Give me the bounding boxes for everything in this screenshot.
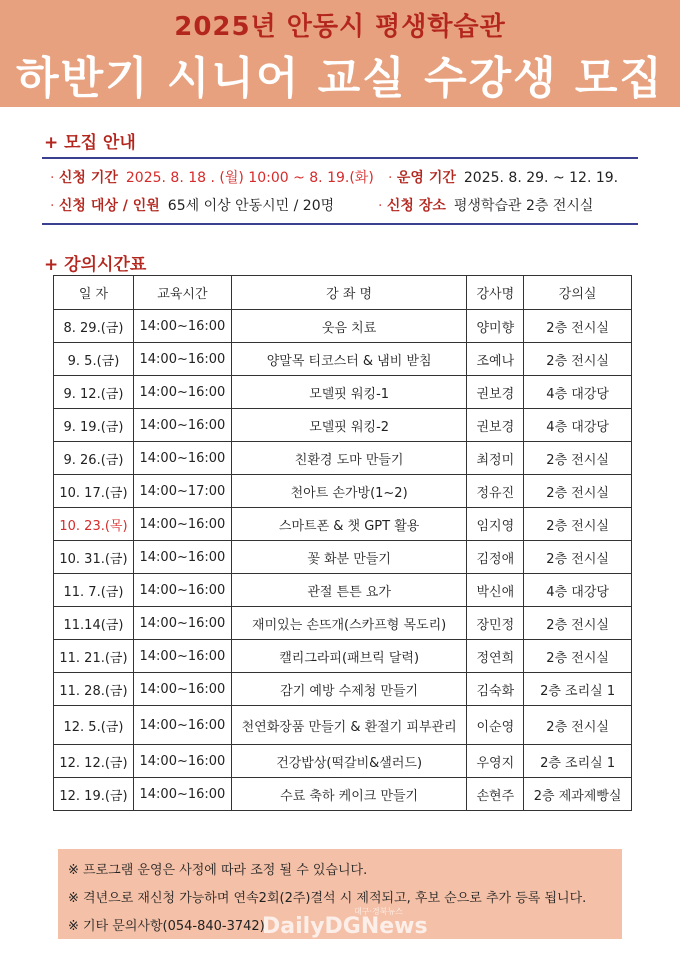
cell-course: 꽃 화분 만들기	[231, 541, 466, 574]
run-period	[388, 167, 618, 187]
cell-time: 14:00~16:00	[133, 409, 231, 442]
cell-course: 관절 튼튼 요가	[231, 574, 466, 607]
cell-room: 2층 전시실	[524, 640, 632, 673]
cell-time: 14:00~16:00	[133, 541, 231, 574]
cell-room: 2층 전시실	[524, 442, 632, 475]
column-header-room: 강의실	[524, 276, 632, 310]
cell-date: 9. 19.(금)	[54, 409, 134, 442]
cell-room: 2층 제과제빵실	[524, 778, 632, 811]
cell-time: 14:00~16:00	[133, 640, 231, 673]
cell-instructor: 권보경	[467, 409, 524, 442]
note-item: ※ 격년으로 재신청 가능하며 연속2회(2주)결석 시 제적되고, 후보 순으로 추가 등록 됩니다.	[68, 891, 587, 906]
column-header-time: 교육시간	[133, 276, 231, 310]
cell-time: 14:00~16:00	[133, 574, 231, 607]
schedule-table	[53, 275, 632, 811]
header-subtitle: 2025년 안동시 평생학습관	[174, 12, 506, 42]
table-row	[54, 409, 632, 442]
recruit-heading: + 모집 안내	[44, 133, 136, 153]
cell-course: 친환경 도마 만들기	[231, 442, 466, 475]
watermark-small: 대구·경북뉴스	[354, 907, 403, 916]
cell-instructor: 조예나	[467, 343, 524, 376]
cell-instructor: 임지영	[467, 508, 524, 541]
cell-course: 모델핏 워킹-1	[231, 376, 466, 409]
cell-time: 14:00~17:00	[133, 475, 231, 508]
cell-date: 12. 12.(금)	[54, 745, 134, 778]
cell-instructor: 양미향	[467, 310, 524, 343]
cell-time: 14:00~16:00	[133, 673, 231, 706]
cell-room: 2층 전시실	[524, 475, 632, 508]
table-row	[54, 343, 632, 376]
apply-target-label: 신청 대상 / 인원	[58, 198, 160, 214]
table-header-row	[54, 276, 632, 310]
header-title: 하반기 시니어 교실 수강생 모집	[16, 53, 664, 104]
cell-room: 4층 대강당	[524, 409, 632, 442]
table-row	[54, 607, 632, 640]
column-header-date: 일 자	[54, 276, 134, 310]
cell-time: 14:00~16:00	[133, 508, 231, 541]
apply-place	[378, 195, 593, 215]
table-row	[54, 310, 632, 343]
table-row	[54, 376, 632, 409]
column-header-instructor: 강사명	[467, 276, 524, 310]
table-row	[54, 778, 632, 811]
cell-instructor: 김숙화	[467, 673, 524, 706]
apply-target	[50, 195, 334, 215]
cell-date: 11.14(금)	[54, 607, 134, 640]
cell-time: 14:00~16:00	[133, 607, 231, 640]
cell-room: 2층 조리실 1	[524, 745, 632, 778]
apply-place-label: 신청 장소	[386, 198, 446, 214]
run-period-value: 2025. 8. 29. ~ 12. 19.	[463, 170, 619, 186]
column-header-course: 강 좌 명	[231, 276, 466, 310]
cell-instructor: 장민정	[467, 607, 524, 640]
cell-room: 2층 전시실	[524, 541, 632, 574]
cell-instructor: 김정애	[467, 541, 524, 574]
cell-room: 2층 조리실 1	[524, 673, 632, 706]
cell-course: 양말목 티코스터 & 냄비 받침	[231, 343, 466, 376]
cell-course: 건강밥상(떡갈비&샐러드)	[231, 745, 466, 778]
cell-course: 캘리그라피(패브릭 달력)	[231, 640, 466, 673]
cell-instructor: 이순영	[467, 706, 524, 745]
cell-course: 천연화장품 만들기 & 환절기 피부관리	[231, 706, 466, 745]
header-banner	[0, 0, 680, 107]
cell-time: 14:00~16:00	[133, 706, 231, 745]
cell-date: 11. 28.(금)	[54, 673, 134, 706]
cell-instructor: 정유진	[467, 475, 524, 508]
note-item: ※ 프로그램 운영은 사정에 따라 조정 될 수 있습니다.	[68, 863, 368, 878]
note-item: ※ 기타 문의사항(054-840-3742)	[68, 919, 265, 934]
cell-date: 9. 26.(금)	[54, 442, 134, 475]
cell-course: 천아트 손가방(1~2)	[231, 475, 466, 508]
apply-period	[50, 167, 374, 187]
table-row	[54, 541, 632, 574]
cell-course: 감기 예방 수제청 만들기	[231, 673, 466, 706]
cell-time: 14:00~16:00	[133, 310, 231, 343]
cell-date: 10. 31.(금)	[54, 541, 134, 574]
cell-course: 웃음 치료	[231, 310, 466, 343]
cell-room: 2층 전시실	[524, 508, 632, 541]
cell-room: 4층 대강당	[524, 376, 632, 409]
recruit-info-box	[42, 157, 638, 225]
cell-instructor: 최정미	[467, 442, 524, 475]
cell-instructor: 정연희	[467, 640, 524, 673]
cell-time: 14:00~16:00	[133, 745, 231, 778]
apply-place-value: 평생학습관 2층 전시실	[453, 198, 594, 214]
cell-instructor: 권보경	[467, 376, 524, 409]
cell-room: 2층 전시실	[524, 310, 632, 343]
cell-instructor: 우영지	[467, 745, 524, 778]
bullet-icon: ·	[50, 198, 59, 214]
cell-time: 14:00~16:00	[133, 778, 231, 811]
cell-date: 12. 5.(금)	[54, 706, 134, 745]
cell-date: 8. 29.(금)	[54, 310, 134, 343]
cell-room: 2층 전시실	[524, 706, 632, 745]
cell-time: 14:00~16:00	[133, 376, 231, 409]
bullet-icon: ·	[388, 170, 397, 186]
cell-date: 10. 23.(목)	[54, 508, 134, 541]
table-row	[54, 673, 632, 706]
cell-date: 10. 17.(금)	[54, 475, 134, 508]
cell-time: 14:00~16:00	[133, 343, 231, 376]
cell-course: 수료 축하 케이크 만들기	[231, 778, 466, 811]
watermark-logo	[262, 907, 428, 939]
cell-date: 11. 21.(금)	[54, 640, 134, 673]
apply-target-value: 65세 이상 안동시민 / 20명	[167, 198, 335, 214]
cell-date: 9. 12.(금)	[54, 376, 134, 409]
bullet-icon: ·	[378, 198, 387, 214]
cell-date: 12. 19.(금)	[54, 778, 134, 811]
cell-room: 4층 대강당	[524, 574, 632, 607]
table-row	[54, 574, 632, 607]
cell-course: 스마트폰 & 챗 GPT 활용	[231, 508, 466, 541]
cell-instructor: 손현주	[467, 778, 524, 811]
apply-period-value: 2025. 8. 18 . (월) 10:00 ~ 8. 19.(화)	[125, 170, 374, 186]
table-row	[54, 745, 632, 778]
cell-room: 2층 전시실	[524, 607, 632, 640]
table-row	[54, 706, 632, 745]
cell-time: 14:00~16:00	[133, 442, 231, 475]
table-row	[54, 442, 632, 475]
schedule-heading: + 강의시간표	[44, 255, 147, 275]
cell-room: 2층 전시실	[524, 343, 632, 376]
run-period-label: 운영 기간	[396, 170, 456, 186]
table-row	[54, 475, 632, 508]
watermark-text: DailyDGNews	[262, 914, 428, 939]
apply-period-label: 신청 기간	[58, 170, 118, 186]
cell-date: 11. 7.(금)	[54, 574, 134, 607]
table-row	[54, 508, 632, 541]
cell-instructor: 박신애	[467, 574, 524, 607]
cell-date: 9. 5.(금)	[54, 343, 134, 376]
table-row	[54, 640, 632, 673]
bullet-icon: ·	[50, 170, 59, 186]
cell-course: 재미있는 손뜨개(스카프형 목도리)	[231, 607, 466, 640]
cell-course: 모델핏 워킹-2	[231, 409, 466, 442]
